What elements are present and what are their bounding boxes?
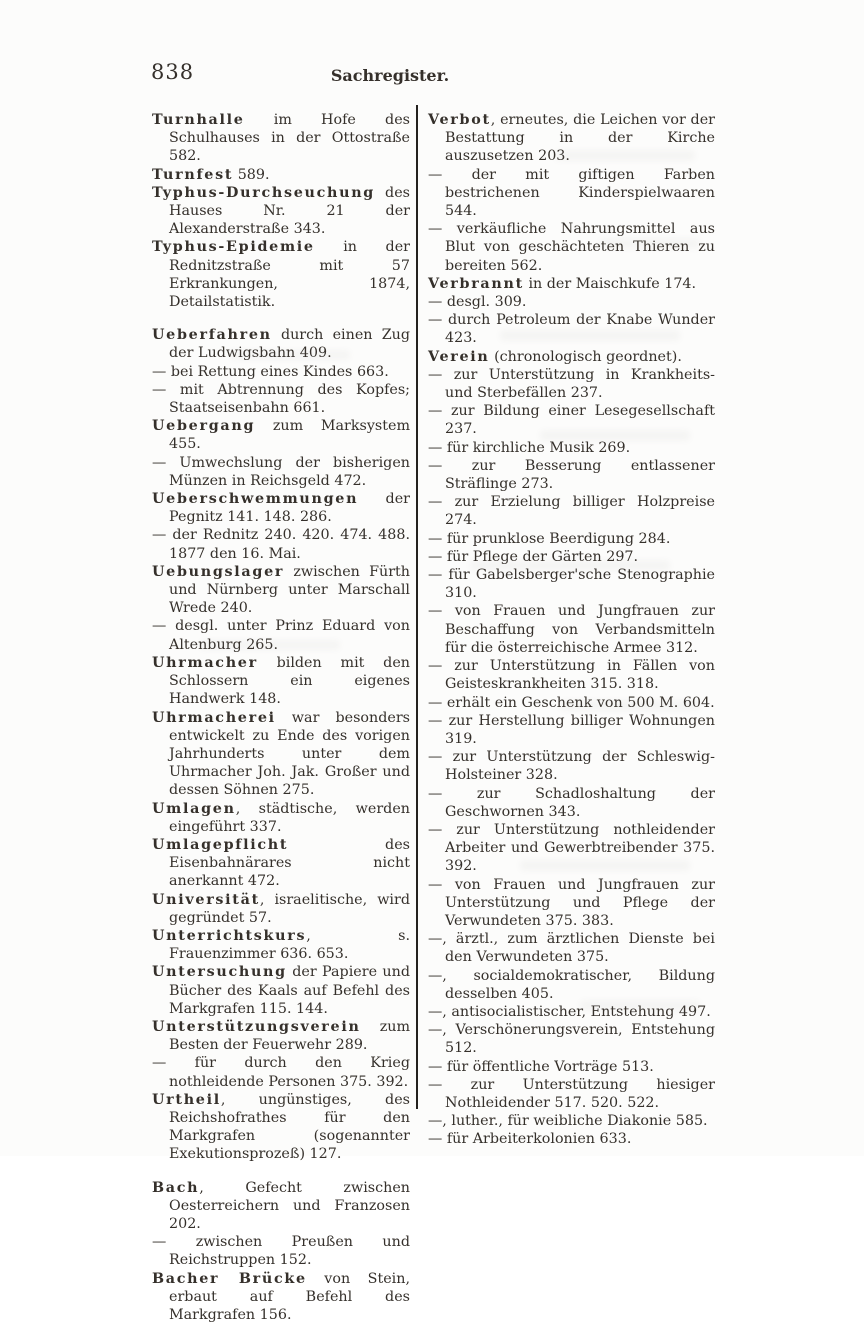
index-entry (152, 563, 410, 618)
entry-text: , erneutes, die Leichen vor der Bestattung in der Kirche auszusetzen 203. (445, 112, 715, 165)
entry-headword: Umlagen (152, 800, 236, 817)
index-entry (152, 1233, 410, 1269)
entry-text: — für durch den Krieg nothleidende Personen 375. 392. (152, 1055, 410, 1090)
index-entry (428, 493, 715, 529)
index-column-left (152, 111, 410, 1324)
index-entry (152, 963, 410, 1018)
entry-text: im Hofe des Schulhauses in der Ottostraße 582. (169, 112, 410, 165)
index-entry (428, 275, 715, 293)
entry-headword: Verbot (428, 112, 491, 128)
entry-text: —, Verschönerungsverein, Entstehung 512. (428, 1022, 715, 1057)
index-entry (428, 530, 715, 548)
index-entry (428, 111, 715, 166)
index-entry (428, 1058, 715, 1076)
entry-headword: Turnfest (152, 166, 234, 183)
entry-headword: Ueberschwemmungen (152, 491, 359, 508)
index-entry (152, 454, 410, 490)
entry-text: — von Frauen und Jungfrauen zur Unterstützung und Pflege der Verwundeten 375. 383. (428, 876, 715, 929)
entry-text: — verkäufliche Nahrungsmittel aus Blut von geschächteten Thieren zu bereiten 562. (428, 221, 715, 274)
index-entry (152, 927, 410, 963)
entry-text: —, luther., für weibliche Diakonie 585. (428, 1113, 708, 1130)
entry-text: — zur Herstellung billiger Wohnungen 319. (428, 712, 715, 747)
entry-headword: Umlagepflicht (152, 836, 289, 853)
entry-text: — mit Abtrennung des Kopfes; Staatseisenbahn 661. (152, 381, 410, 417)
entry-headword: Bacher Brücke (152, 1270, 307, 1287)
entry-text: — zwischen Preußen und Reichstruppen 152. (152, 1234, 410, 1269)
entry-text: durch einen Zug der Ludwigsbahn 409. (169, 327, 410, 362)
entry-text: — bei Rettung eines Kindes 663. (152, 363, 389, 380)
index-entry (428, 821, 715, 876)
entry-text: bilden mit den Schlossern ein eigenes Handwerk 148. (169, 654, 410, 708)
page-title: Sachregister. (330, 66, 450, 85)
index-entry (152, 363, 410, 381)
index-entry (152, 617, 410, 653)
entry-headword: Universität (152, 891, 260, 908)
entry-text: , s. Frauenzimmer 636. 653. (169, 927, 410, 963)
entry-headword: Unterrichtskurs (152, 927, 307, 944)
entry-headword: Uebungslager (152, 563, 285, 580)
entry-text: — der mit giftigen Farben bestrichenen Kinderspielwaaren 544. (428, 166, 715, 220)
entry-text: , städtische, werden eingeführt 337. (169, 800, 410, 835)
entry-text: — für Gabelsberger'sche Stenographie 310. (428, 567, 715, 602)
entry-text: — zur Erzielung billiger Holzpreise 274. (428, 494, 715, 529)
index-entry (428, 657, 715, 693)
index-entry (152, 1018, 410, 1054)
index-entry (152, 381, 410, 417)
entry-text: der Papiere und Bücher des Kaals auf Befehl des Markgrafen 115. 144. (169, 964, 410, 1017)
index-entry (428, 967, 715, 1003)
entry-headword: Verein (428, 348, 490, 365)
index-entry (152, 654, 410, 709)
entry-headword: Turnhalle (152, 112, 245, 128)
entry-text: — für Pflege der Gärten 297. (428, 548, 639, 565)
entry-text: in der Maischkufe 174. (523, 275, 697, 292)
entry-text: — Umwechslung der bisherigen Münzen in Reichsgeld 472. (152, 454, 410, 489)
index-entry (428, 748, 715, 784)
entry-text: — für öffentliche Vorträge 513. (428, 1058, 654, 1075)
entry-headword: Typhus-Durchseuchung (152, 184, 375, 201)
entry-headword: Untersuchung (152, 964, 287, 981)
index-entry (428, 220, 715, 275)
entry-text: — zur Besserung entlassener Sträflinge 273. (428, 457, 715, 493)
index-entry (428, 785, 715, 821)
entry-headword: Urtheil (152, 1091, 221, 1108)
index-entry (152, 1179, 410, 1234)
entry-headword: Uebergang (152, 418, 256, 435)
index-entry (152, 490, 410, 526)
index-entry (152, 184, 410, 239)
entry-text: — der Rednitz 240. 420. 474. 488. 1877 den 16. Mai. (152, 527, 410, 562)
entry-text: , israelitische, wird gegründet 57. (169, 891, 410, 926)
entry-text: — desgl. 309. (428, 294, 527, 311)
index-entry (428, 293, 715, 311)
index-entry (428, 1130, 715, 1148)
entry-text: in der Rednitzstraße mit 57 Erkrankungen, 1874, Detailstatistik. (169, 239, 410, 311)
entry-headword: Verbrannt (428, 275, 524, 292)
entry-text: von Stein, erbaut auf Befehl des Markgrafen 156. (169, 1270, 410, 1323)
entry-text: (chronologisch geordnet). (489, 348, 682, 365)
index-entry (152, 526, 410, 562)
entry-text: — für kirchliche Musik 269. (428, 439, 631, 456)
entry-headword: Bach (152, 1179, 200, 1196)
index-entry (152, 1270, 410, 1324)
index-entry (428, 1003, 715, 1021)
entry-text: — von Frauen und Jungfrauen zur Beschaffung von Verbandsmitteln für die österreichische Armee 312. (428, 603, 715, 656)
index-entry (428, 694, 715, 712)
entry-text: des Hauses Nr. 21 der Alexanderstraße 343. (169, 184, 410, 238)
index-entry (152, 1054, 410, 1090)
index-entry (428, 930, 715, 966)
index-entry (152, 800, 410, 836)
index-entry (428, 1112, 715, 1130)
entry-text: — durch Petroleum der Knabe Wunder 423. (428, 312, 715, 347)
entry-headword: Unterstützungsverein (152, 1018, 361, 1035)
index-entry (428, 1076, 715, 1112)
index-entry (152, 417, 410, 453)
index-entry (152, 836, 410, 891)
index-entry (428, 712, 715, 748)
index-entry (152, 238, 410, 311)
entry-text: 589. (233, 166, 270, 183)
index-entry (428, 166, 715, 221)
entry-text: des Eisenbahnärares nicht anerkannt 472. (169, 836, 410, 890)
index-entry (152, 166, 410, 184)
index-entry (428, 439, 715, 457)
entry-text: —, antisocialistischer, Entstehung 497. (428, 1003, 711, 1020)
index-entry (152, 326, 410, 362)
column-divider-rule (416, 105, 418, 1109)
entry-text: — desgl. unter Prinz Eduard von Altenburg 265. (152, 618, 410, 653)
entry-text: — zur Unterstützung in Fällen von Geisteskrankheiten 315. 318. (428, 658, 715, 693)
index-entry (428, 602, 715, 657)
entry-text: — zur Bildung einer Lesegesellschaft 237. (428, 403, 715, 438)
index-entry (428, 366, 715, 402)
index-entry (152, 709, 410, 800)
index-entry (428, 457, 715, 493)
entry-text: zum Besten der Feuerwehr 289. (169, 1018, 410, 1054)
entry-text: — zur Unterstützung der Schleswig-Holsteiner 328. (428, 749, 715, 784)
entry-text: — zur Unterstützung hiesiger Nothleidender 517. 520. 522. (428, 1076, 715, 1111)
index-entry (428, 402, 715, 438)
index-entry (152, 1091, 410, 1164)
entry-headword: Uhrmacher (152, 654, 258, 671)
entry-text: — erhält ein Geschenk von 500 M. 604. (428, 694, 715, 711)
index-entry (428, 311, 715, 347)
entry-headword: Ueberfahren (152, 327, 272, 344)
index-entry (428, 1021, 715, 1057)
index-entry (152, 111, 410, 166)
entry-text: — zur Unterstützung nothleidender Arbeiter und Gewerbtreibender 375. 392. (428, 821, 715, 875)
index-entry (152, 891, 410, 927)
entry-headword: Typhus-Epidemie (152, 239, 315, 256)
index-entry (428, 548, 715, 566)
page-number: 838 (151, 60, 195, 84)
index-entry (428, 566, 715, 602)
entry-text: der Pegnitz 141. 148. 286. (169, 491, 410, 526)
entry-text: —, socialdemokratischer, Bildung desselben 405. (428, 967, 715, 1002)
entry-text: — zur Unterstützung in Krankheits- und Sterbefällen 237. (428, 366, 715, 402)
entry-text: zum Marksystem 455. (169, 418, 410, 453)
index-column-right (428, 111, 715, 1149)
entry-text: war besonders entwickelt zu Ende des vorigen Jahrhunderts unter dem Uhrmacher Joh. Jak. Großer und dessen Söhnen 275. (169, 709, 410, 799)
entry-headword: Uhrmacherei (152, 709, 276, 726)
entry-text: — für Arbeiterkolonien 633. (428, 1131, 632, 1148)
entry-text: — für prunklose Beerdigung 284. (428, 530, 671, 547)
index-entry (428, 876, 715, 931)
entry-text: zwischen Fürth und Nürnberg unter Marschall Wrede 240. (169, 563, 410, 617)
entry-text: , Gefecht zwischen Oesterreichern und Franzosen 202. (169, 1179, 410, 1232)
entry-text: — zur Schadloshaltung der Geschwornen 343. (428, 785, 715, 820)
index-entry (428, 348, 715, 366)
entry-text: —, ärztl., zum ärztlichen Dienste bei den Verwundeten 375. (428, 931, 715, 966)
entry-text: , ungünstiges, des Reichshofrathes für den Markgrafen (sogenannter Exekutionsprozeß) 127. (169, 1091, 410, 1163)
